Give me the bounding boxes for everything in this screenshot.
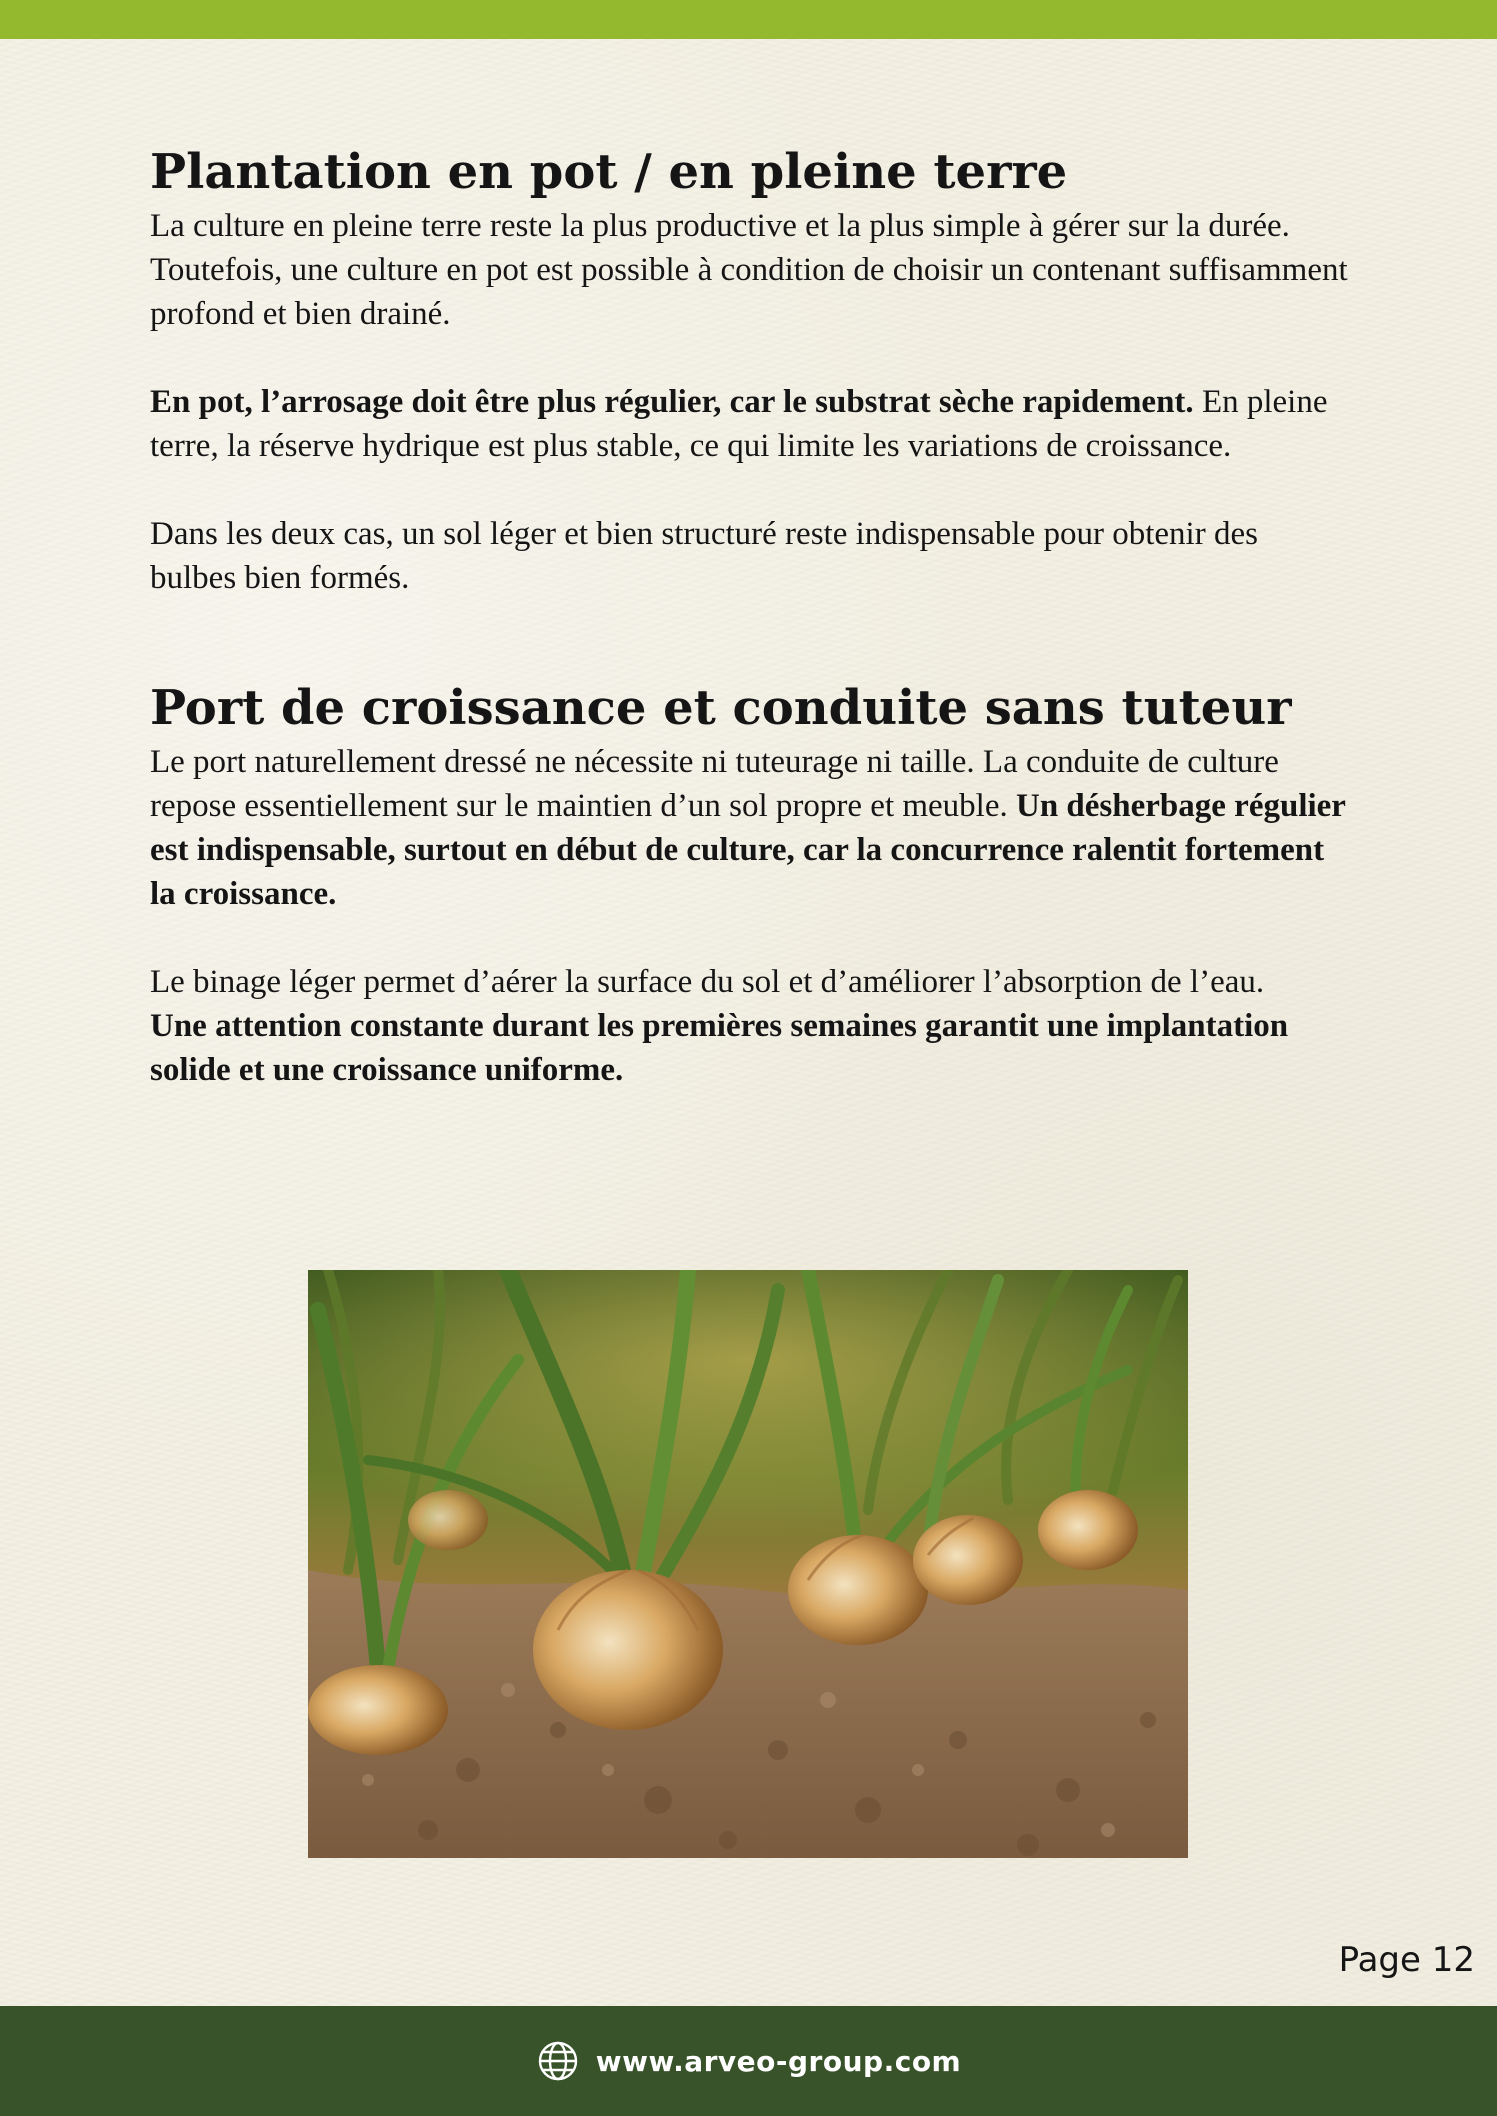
weeding-emphasis: Un désherbage régulier est indispensable, surtout en début de culture, car la concurrence ralentit fortement la croissance. [150,788,1346,912]
paragraph-attention [150,1004,1350,1092]
paragraph-growth-intro [150,740,1350,916]
top-accent-bar [0,0,1497,39]
footer-bar [0,2006,1497,2116]
section-heading-growth: Port de croissance et conduite sans tuteur [150,680,1292,736]
page-number: Page 12 [1338,1940,1475,1980]
globe-icon [536,2039,580,2083]
footer-url[interactable]: www.arveo-group.com [595,2044,962,2078]
footer-website-link[interactable] [536,2039,961,2083]
page-content [150,140,1350,1092]
growth-intro-text: Le port naturellement dressé ne nécessite ni tuteurage ni taille. La conduite de culture repose essentiellement sur le maintien d’un sol propre et meuble. [150,744,1279,824]
paragraph-planting-intro: La culture en pleine terre reste la plus productive et la plus simple à gérer sur la durée. Toutefois, une culture en pot est possible à condition de choisir un contenant suffisamment profond et bien drainé. [150,208,1348,332]
paragraph-hoeing: Le binage léger permet d’aérer la surface du sol et d’améliorer l’absorption de l’eau. [150,964,1265,1000]
watering-emphasis: En pot, l’arrosage doit être plus régulier, car le substrat sèche rapidement. [150,384,1194,420]
attention-emphasis: Une attention constante durant les premières semaines garantit une implantation solide et une croissance uniforme. [150,1008,1289,1088]
onion-field-photo [308,1270,1188,1858]
watering-text: En pleine terre, la réserve hydrique est plus stable, ce qui limite les variations de croissance. [150,384,1328,464]
paragraph-soil: Dans les deux cas, un sol léger et bien structuré reste indispensable pour obtenir des bulbes bien formés. [150,516,1258,596]
paragraph-watering [150,380,1350,468]
section-heading-planting: Plantation en pot / en pleine terre [150,144,1068,200]
